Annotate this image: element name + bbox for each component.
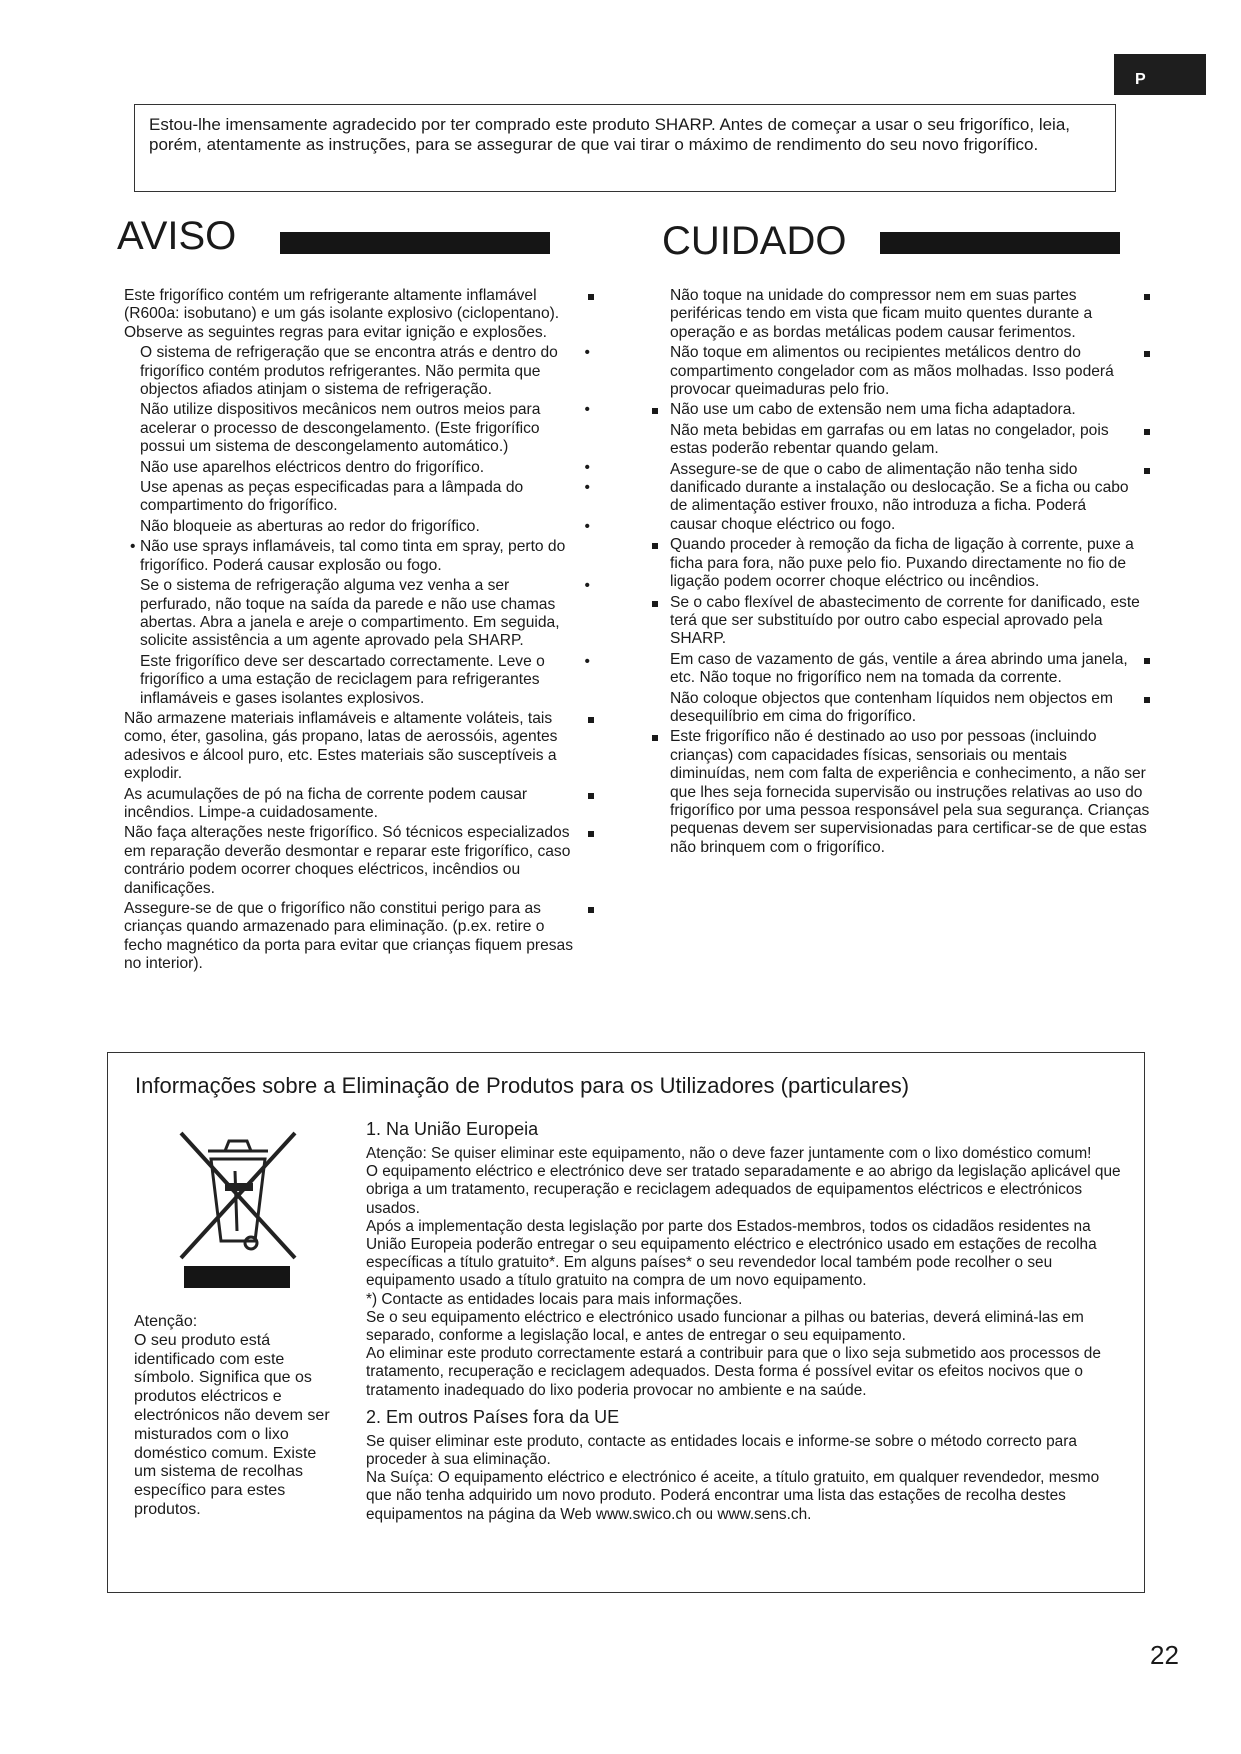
section-1-paragraph: Se o seu equipamento eléctrico e electrónico usado funcionar a pilhas ou baterias, deverá eliminá-las em separado, conforme a legislação local, e antes de entregar o seu equipamento. [366,1308,1084,1345]
cuidado-heading-bar [880,232,1120,254]
section-2-paragraph: Na Suíça: O equipamento eléctrico e electrónico é aceite, a título gratuito, em qualquer revendedor, mesmo que não tenha adquirido um novo produto. Poderá encontrar uma lista das estações de recolha destes equipamentos na página da Web www.swico.ch ou www.sens.ch. [366,1469,1100,1523]
aviso-item: Se o sistema de refrigeração alguma vez venha a ser perfurado, não toque na saída da parede e não use chamas abertas. Abra a janela e areje o compartimento. Em seguida, solicite assistência a um agente aprovado pela SHARP. • [124,577,594,651]
intro-box [134,104,1116,192]
aviso-item: • Não use sprays inflamáveis, tal como tinta em spray, perto do frigorífico. Poderá causar explosão ou fogo. [124,538,594,575]
intro-text: Estou-lhe imensamente agradecido por ter comprado este produto SHARP. Antes de começar a usar o seu frigorífico, leia, porém, atentamente as instruções, para se assegurar de que vai tirar o máximo de rendimento do seu novo frigorífico. [149,115,1071,154]
disposal-right-text [366,1118,1128,1524]
cuidado-item: Assegure-se de que o cabo de alimentação não tenha sido danificado durante a instalação ou deslocação. Se a ficha ou cabo de alimentação estiver frouxo, não introduza a ficha. Poderá causar choque eléctrico ou fogo. [670,461,1150,535]
section-1-paragraph: Após a implementação desta legislação por parte dos Estados-membros, todos os cidadãos residentes na União Europeia poderão entregar o seu equipamento eléctrico e electrónico usado em estações de recolha específicas a título gratuito*. Em alguns países* o seu revendedor local também pode recolher o seu equipamento usado a título gratuito na compra de um novo equipamento. [366,1217,1097,1290]
cuidado-item: Em caso de vazamento de gás, ventile a área abrindo uma janela, etc. Não toque no frigorífico nem na tomada da corrente. [670,651,1150,688]
section-2-title: 2. Em outros Países fora da UE [366,1406,620,1427]
page-number: 22 [1150,1640,1179,1670]
section-1-paragraph: *) Contacte as entidades locais para mais informações. [366,1290,743,1308]
section-2-paragraph: Se quiser eliminar este produto, contacte as entidades locais e informe-se sobre o método correcto para proceder à sua eliminação. [366,1432,1077,1469]
cuidado-item: Não toque em alimentos ou recipientes metálicos dentro do compartimento congelador com as mãos molhadas. Isso poderá provocar queimaduras pelo frio. [670,344,1150,399]
cuidado-heading: CUIDADO [662,219,847,263]
aviso-item: Assegure-se de que o frigorífico não constitui perigo para as crianças quando armazenado para eliminação. (p.ex. retire o fecho magnético da porta para evitar que crianças fiquem presas no interior). [124,900,594,974]
cuidado-list [670,287,1150,859]
aviso-item: Este frigorífico deve ser descartado correctamente. Leve o frigorífico a uma estação de reciclagem para refrigerantes inflamáveis e gases isolantes explosivos. • [124,653,594,708]
aviso-item: Não faça alterações neste frigorífico. Só técnicos especializados em reparação deverão desmontar e reparar este frigorífico, caso contrário podem ocorrer choques eléctricos, incêndios ou danificações. [124,824,594,898]
aviso-item: Use apenas as peças especificadas para a lâmpada do compartimento do frigorífico. • [124,479,594,516]
disposal-info-box [107,1052,1145,1593]
aviso-heading: AVISO [117,214,237,258]
cuidado-item: Não meta bebidas em garrafas ou em latas no congelador, pois estas poderão rebentar quando gelam. [670,422,1150,459]
aviso-item: O sistema de refrigeração que se encontra atrás e dentro do frigorífico contém produtos refrigerantes. Não permita que objectos afiados atinjam o sistema de refrigeração. • [124,344,594,399]
cuidado-item: Se o cabo flexível de abastecimento de corrente for danificado, este terá que ser substituído por outro cabo especial aprovado pela SHARP. [670,594,1150,649]
cuidado-item: Quando proceder à remoção da ficha de ligação à corrente, puxe a ficha para fora, não puxe pelo fio. Puxando directamente no fio de ligação podem ocorrer choque eléctrico ou incêndios. [670,536,1150,591]
disposal-title: Informações sobre a Eliminação de Produtos para os Utilizadores (particulares) [135,1073,910,1098]
section-1-paragraph: Atenção: Se quiser eliminar este equipamento, não o deve fazer juntamente com o lixo doméstico comum! [366,1145,1092,1162]
cuidado-item: Não use um cabo de extensão nem uma ficha adaptadora. [670,401,1150,419]
aviso-item: Não bloqueie as aberturas ao redor do frigorífico. • [124,518,594,536]
section-1-paragraph: O equipamento eléctrico e electrónico deve ser tratado separadamente e ao abrigo da legislação aplicável que obriga a um tratamento, recuperação e reciclagem adequados de equipamentos eléctricos e electrónicos usados. [366,1163,1121,1217]
aviso-heading-bar [280,232,550,254]
aviso-item: Não armazene materiais inflamáveis e altamente voláteis, tais como, éter, gasolina, gás propano, latas de aerossóis, agentes adesivos e álcool puro, etc. Estes materiais são susceptíveis a explodir. [124,710,594,784]
cuidado-item: Não toque na unidade do compressor nem em suas partes periféricas tendo em vista que ficam muito quentes durante a operação e as bordas metálicas podem causar ferimentos. [670,287,1150,342]
crossed-out-bin-icon [173,1123,303,1273]
aviso-item: As acumulações de pó na ficha de corrente podem causar incêndios. Limpe-a cuidadosamente. [124,786,594,823]
cuidado-item: Não coloque objectos que contenham líquidos nem objectos em desequilíbrio em cima do frigorífico. [670,690,1150,727]
disposal-left-note: Atenção: O seu produto está identificado com este símbolo. Significa que os produtos eléctricos e electrónicos não devem ser misturados com o lixo doméstico comum. Existe um sistema de recolhas específico para estes produtos. [134,1313,330,1518]
aviso-item: Este frigorífico contém um refrigerante altamente inflamável (R600a: isobutano) e um gás isolante explosivo (ciclopentano). Observe as seguintes regras para evitar ignição e explosões. [124,287,594,342]
section-1-title: 1. Na União Europeia [366,1119,539,1139]
language-tab: P [1114,54,1206,95]
aviso-item: Não utilize dispositivos mecânicos nem outros meios para acelerar o processo de descongelamento. (Este frigorífico possui um sistema de descongelamento automático.) • [124,401,594,456]
weee-black-bar [184,1266,290,1288]
cuidado-item: Este frigorífico não é destinado ao uso por pessoas (incluindo crianças) com capacidades físicas, sensoriais ou mentais diminuídas, nem com falta de experiência e conhecimento, a não ser que lhes seja fornecida supervisão ou instruções relativas ao uso do frigorífico por uma pessoa responsável pela sua segurança. Crianças pequenas devem ser supervisionadas para certificar-se de que estas não brinquem com o frigorífico. [670,728,1150,856]
aviso-item: Não use aparelhos eléctricos dentro do frigorífico. • [124,459,594,477]
aviso-list [124,287,594,976]
section-1-paragraph: Ao eliminar este produto correctamente estará a contribuir para que o lixo seja submetido aos processos de tratamento, recuperação e reciclagem adequados. Desta forma é possível evitar os efeitos nocivos que o tratamento inadequado do lixo poderia provocar no ambiente e na saúde. [366,1345,1101,1399]
